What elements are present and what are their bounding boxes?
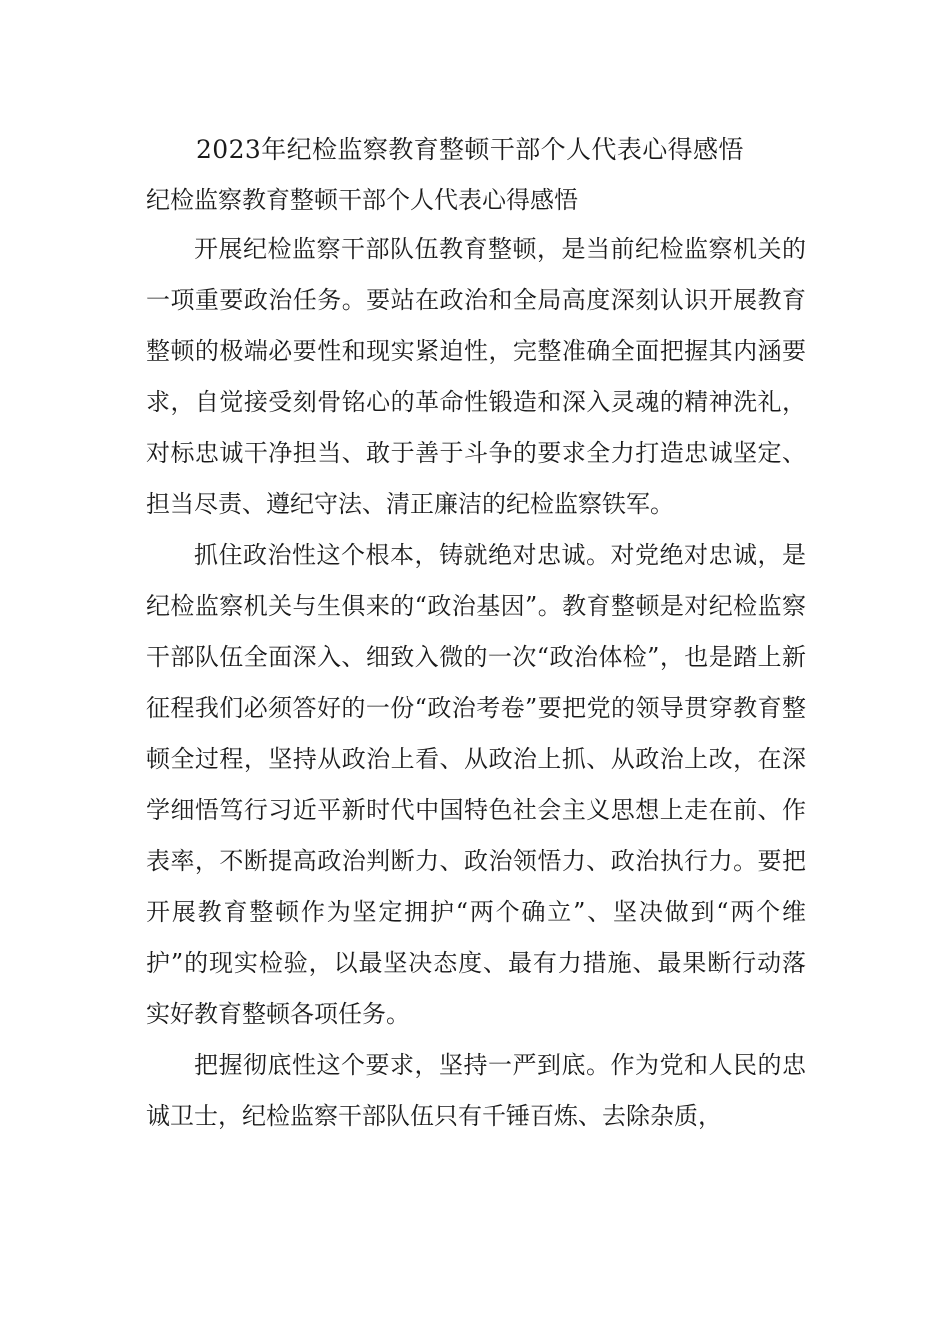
paragraph-2: 抓住政治性这个根本，铸就绝对忠诚。对党绝对忠诚，是纪检监察机关与生俱来的“政治基因”。教育整顿是对纪检监察干部队伍全面深入、细致入微的一次“政治体检”，也是踏上新征程我们必须答好的一份“政治考卷”要把党的领导贯穿教育整顿全过程，坚持从政治上看、从政治上抓、从政治上改，在深学细悟笃行习近平新时代中国特色社会主义思想上走在前、作表率，不断提高政治判断力、政治领悟力、政治执行力。要把开展教育整顿作为坚定拥护“两个确立”、坚决做到“两个维护”的现实检验，以最坚决态度、最有力措施、最果断行动落实好教育整顿各项任务。 (146, 541, 806, 1028)
document-title: 2023年纪检监察教育整顿干部个人代表心得感悟 (196, 135, 744, 164)
document-body (146, 224, 806, 1142)
paragraph-1: 开展纪检监察干部队伍教育整顿，是当前纪检监察机关的一项重要政治任务。要站在政治和全局高度深刻认识开展教育整顿的极端必要性和现实紧迫性，完整准确全面把握其内涵要求，自觉接受刻骨铭心的革命性锻造和深入灵魂的精神洗礼，对标忠诚干净担当、敢于善于斗争的要求全力打造忠诚坚定、担当尽责、遵纪守法、清正廉洁的纪检监察铁军。 (146, 235, 806, 518)
paragraph-3: 把握彻底性这个要求，坚持一严到底。作为党和人民的忠诚卫士，纪检监察干部队伍只有千锤百炼、去除杂质， (146, 1051, 806, 1130)
document-subtitle: 纪检监察教育整顿干部个人代表心得感悟 (146, 186, 578, 214)
